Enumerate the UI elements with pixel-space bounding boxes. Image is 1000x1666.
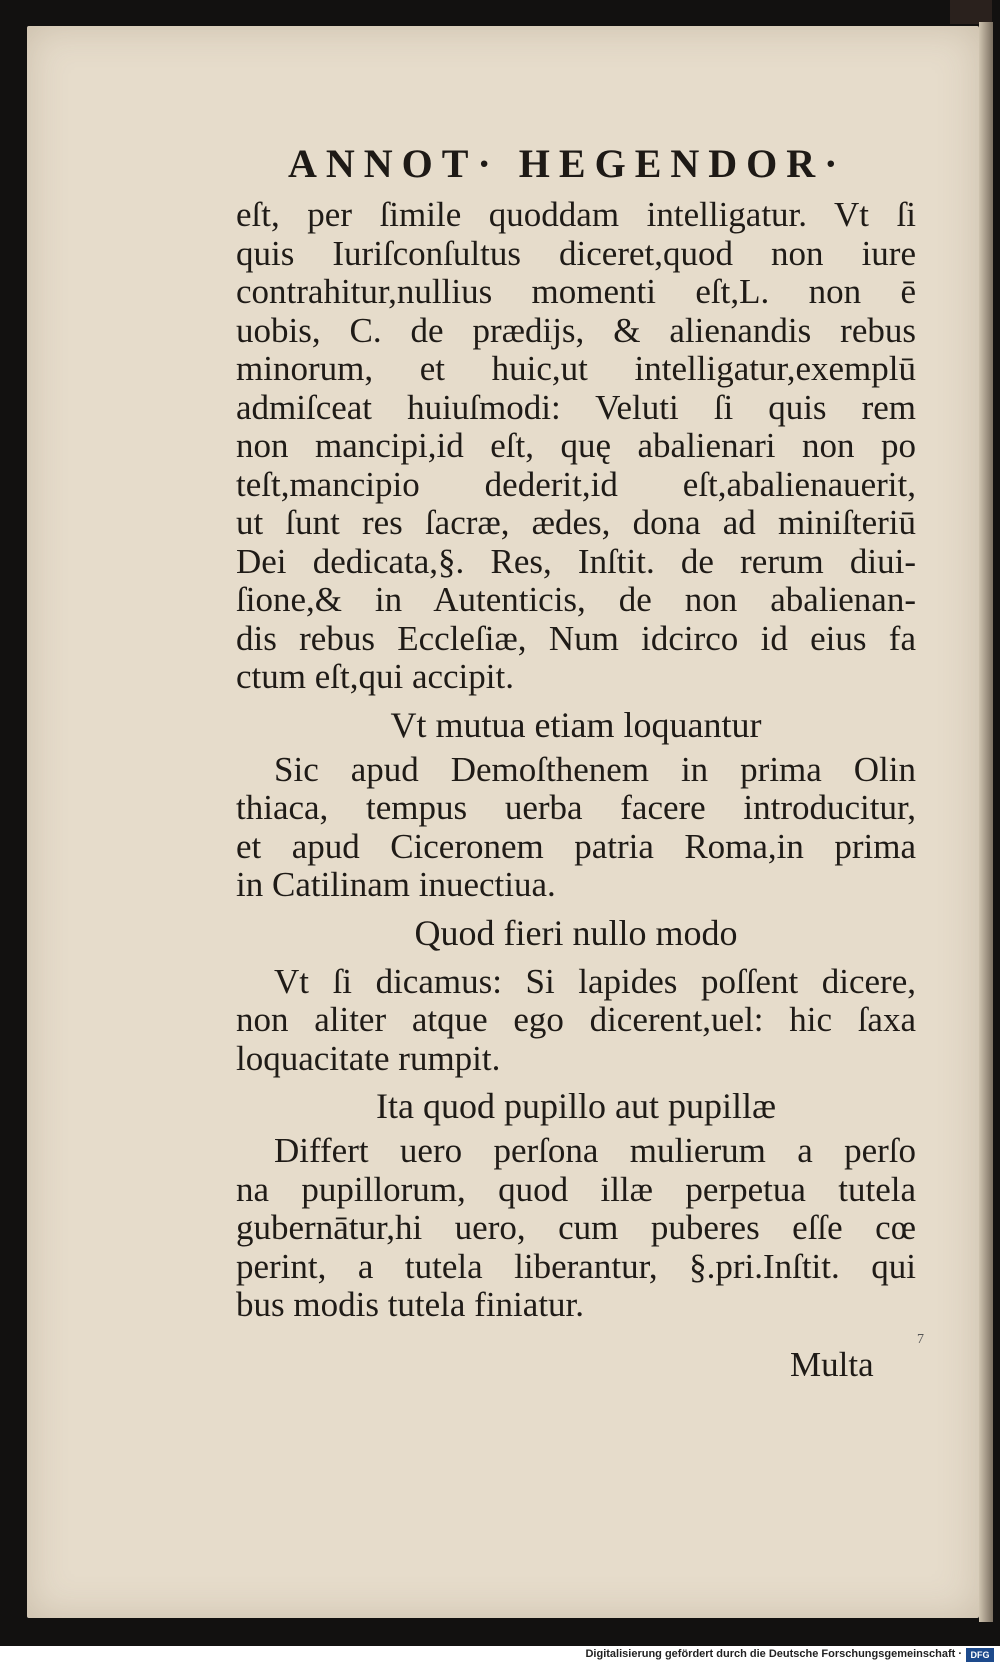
text-line: teſt,mancipio dederit,id eſt,abalienauerit, (236, 464, 916, 504)
text-line: perint, a tutela liberantur, §.pri.Inſtit. qui (236, 1246, 916, 1286)
text-line: bus modis tutela finiatur. (236, 1285, 585, 1324)
text-line: uobis, C. de prædijs, & alienandis rebus (236, 310, 916, 350)
text-line: ſione,& in Autenticis, de non abalienan- (236, 580, 916, 619)
footer-credit: Digitalisierung gefördert durch die Deutsche Forschungsgemeinschaft · (585, 1648, 962, 1660)
text-line: minorum, et huic,ut intelligatur,exemplū (236, 349, 916, 388)
paragraph-2 (236, 751, 916, 905)
section-heading: Ita quod pupillo aut pupillæ (376, 1086, 776, 1126)
page-edge-top (950, 0, 992, 24)
paragraph-3 (236, 963, 916, 1079)
text-line: in Catilinam inuectiua. (236, 865, 556, 904)
text-line: ctum eſt,qui accipit. (236, 657, 514, 696)
digitization-footer (0, 1646, 1000, 1666)
text-line: Sic apud Demoſthenem in prima Olin (274, 749, 916, 789)
signature-mark: 7 (917, 1332, 924, 1347)
text-line: Differt uero perſona mulierum a perſo (274, 1131, 916, 1170)
section-heading: Vt mutua etiam loquantur (390, 704, 762, 745)
text-line: thiaca, tempus uerba facere introducitur, (236, 788, 916, 827)
text-line: eſt, per ſimile quoddam intelligatur. Vt ſi (236, 195, 916, 234)
text-line: contrahitur,nullius momenti eſt,L. non ē (236, 272, 916, 311)
text-line: ut ſunt res ſacræ, ædes, dona ad miniſteriū (236, 503, 916, 542)
text-line: quis Iuriſconſultus diceret,quod non iure (236, 233, 916, 273)
main-text (236, 196, 916, 1325)
text-line: non aliter atque ego dicerent,uel: hic ſaxa (236, 1000, 916, 1039)
page-edge (979, 22, 993, 1622)
text-line: gubernātur,hi uero, cum puberes eſſe cœ (236, 1208, 916, 1247)
dfg-logo-icon: DFG (966, 1648, 994, 1662)
paragraph-1 (236, 196, 916, 697)
text-line: admiſceat huiuſmodi: Veluti ſi quis rem (236, 387, 916, 427)
text-line: non mancipi,id eſt, quę abalienari non po (236, 426, 916, 465)
text-line: dis rebus Eccleſiæ, Num idcirco id eius fa (236, 618, 916, 658)
text-line: na pupillorum, quod illæ perpetua tutela (236, 1169, 916, 1209)
text-line: et apud Ciceronem patria Roma,in prima (236, 826, 916, 866)
text-line: Vt ſi dicamus: Si lapides poſſent dicere, (274, 961, 916, 1001)
section-heading: Quod fieri nullo modo (414, 912, 738, 953)
paragraph-4 (236, 1132, 916, 1325)
text-line: loquacitate rumpit. (236, 1038, 501, 1078)
text-line: Dei dedicata,§. Res, Inſtit. de rerum diui- (236, 541, 916, 581)
catchword: Multa (790, 1345, 874, 1384)
running-header: ANNOT· HEGENDOR· (288, 141, 847, 186)
